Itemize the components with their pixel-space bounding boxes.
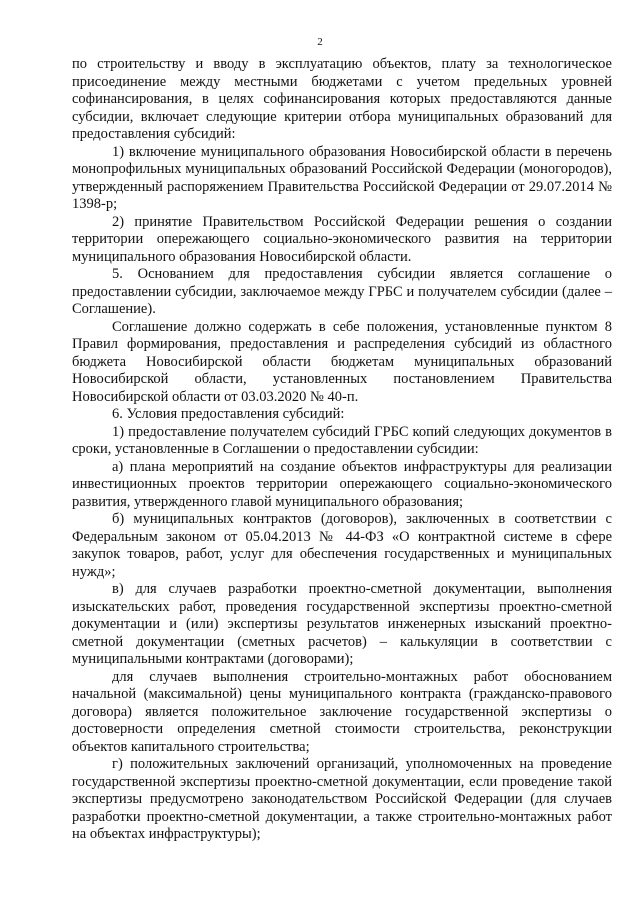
paragraph-item-v: в) для случаев разработки проектно-сметной документации, выполнения изыскательских работ, проведения государственной экспертизы проектно-сметной документации и (или) экспертизы результатов инженерных изысканий проектно-сметной документации (сметных расчетов) – калькуляции в соответствии с муниципальными контрактами (договорами);: [72, 581, 612, 667]
paragraph-criterion-2: 2) принятие Правительством Российской Федерации решения о создании территории опережающего социально-экономического развития на территории муниципального образования Новосибирской области.: [72, 213, 612, 265]
paragraph-condition-1: 1) предоставление получателем субсидий ГРБС копий следующих документов в сроки, установленные в Соглашении о предоставлении субсидии:: [72, 423, 612, 457]
paragraph-criteria-intro: по строительству и вводу в эксплуатацию объектов, плату за технологическое присоединение между местными бюджетами с учетом предельных уровней софинансирования, в целях софинансирования которых предоставляются данные субсидии, включает следующие критерии отбора муниципальных образований для предоставления субсидий:: [72, 56, 612, 142]
paragraph-section-6: 6. Условия предоставления субсидий:: [112, 406, 345, 422]
paragraph-construction-works: для случаев выполнения строительно-монтажных работ обоснованием начальной (максимальной) цены муниципального контракта (гражданско-правового договора) является положительное заключение государственной экспертизы о достоверности определения сметной стоимости строительства, реконструкции объектов капитального строительства;: [72, 668, 612, 755]
document-body: [72, 56, 612, 844]
paragraph-section-5: 5. Основанием для предоставления субсидии является соглашение о предоставлении субсидии, заключаемое между ГРБС и получателем субсидии (далее – Соглашение).: [72, 266, 612, 317]
paragraph-item-b: б) муниципальных контрактов (договоров), заключенных в соответствии с Федеральным законом от 05.04.2013 № 44-ФЗ «О контрактной системе в сфере закупок товаров, работ, услуг для обеспечения государственных и муниципальных нужд»;: [72, 511, 612, 580]
paragraph-criterion-1: 1) включение муниципального образования Новосибирской области в перечень монопрофильных муниципальных образований Российской Федерации (моногородов), утвержденный распоряжением Правительства Российской Федерации от 29.07.2014 № 1398-р;: [72, 143, 612, 212]
paragraph-item-a: а) плана мероприятий на создание объектов инфраструктуры для реализации инвестиционных проектов территории опережающего социально-экономического развития, утвержденного главой муниципального образования;: [72, 458, 612, 510]
paragraph-agreement-content: Соглашение должно содержать в себе положения, установленные пунктом 8 Правил формирования, предоставления и распределения субсидий из областного бюджета Новосибирской области бюджетам муниципальных образований Новосибирской области, установленных постановлением Правительства Новосибирской области от 03.03.2020 № 40-п.: [72, 318, 612, 405]
paragraph-item-g: г) положительных заключений организаций, уполномоченных на проведение государственной экспертизы проектно-сметной документации, если проведение такой экспертизы предусмотрено законодательством Российской Федерации (для случаев разработки проектно-сметной документации, а также строительно-монтажных работ на объектах инфраструктуры);: [72, 756, 612, 842]
page-number: 2: [317, 36, 323, 48]
